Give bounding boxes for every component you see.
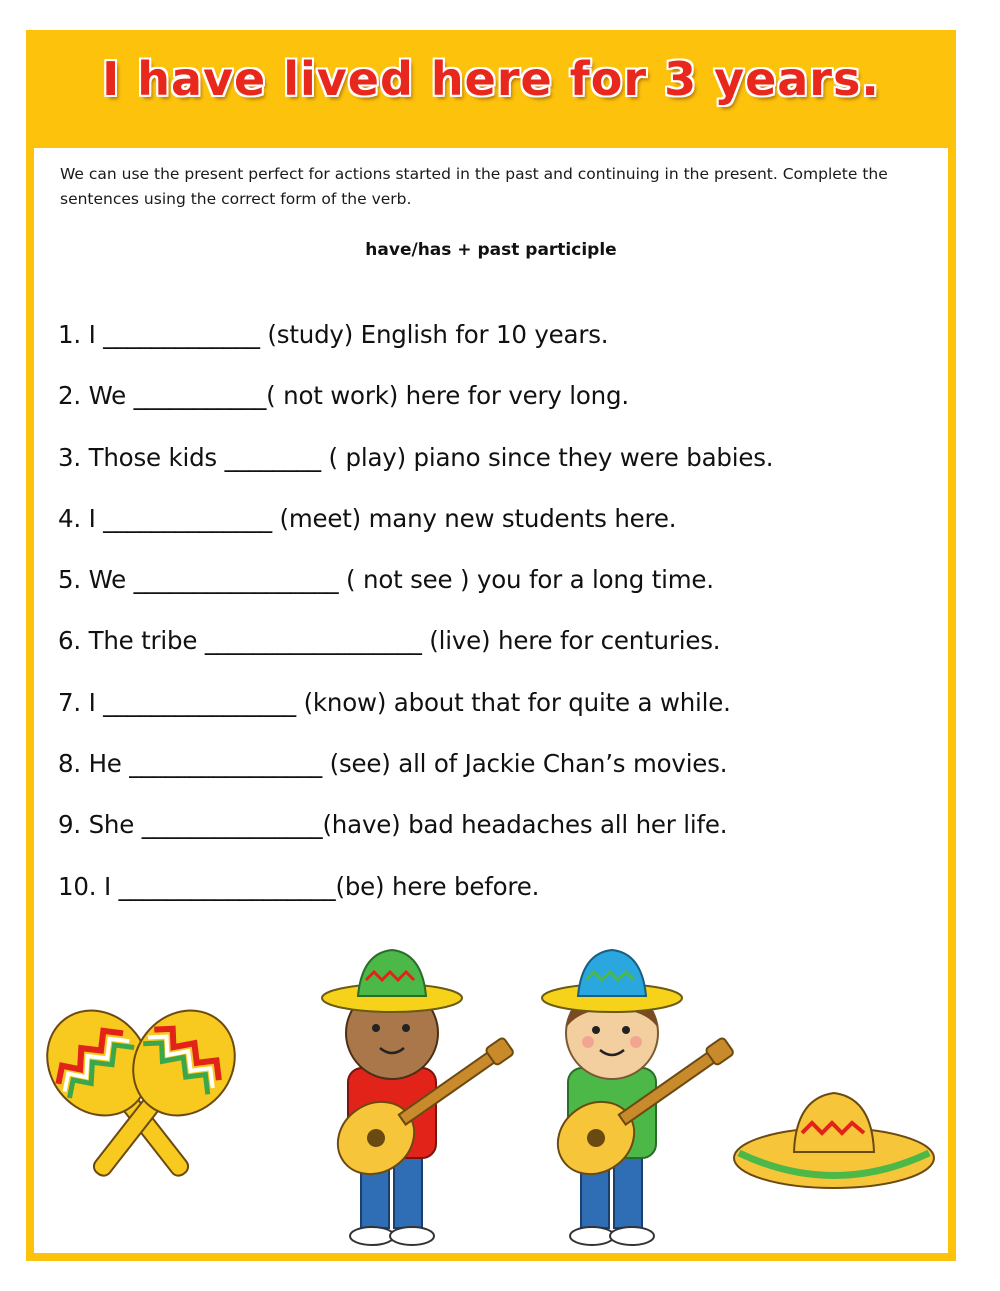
boy-with-guitar-icon (322, 950, 528, 1245)
grammar-formula: have/has + past participle (365, 240, 617, 260)
worksheet-page (26, 30, 956, 1261)
exercise-item[interactable]: 3. Those kids ________ ( play) piano since they were babies. (58, 442, 774, 472)
exercise-item[interactable]: 9. She _______________(have) bad headaches all her life. (58, 810, 728, 840)
exercise-list (58, 320, 938, 933)
exercise-item[interactable]: 7. I ________________ (know) about that for quite a while. (58, 687, 731, 717)
exercise-item[interactable]: 1. I _____________ (study) English for 10 years. (58, 320, 609, 349)
worksheet-title: I have lived here for 3 years. (102, 52, 880, 106)
sombrero-icon (734, 1093, 934, 1188)
exercise-item[interactable]: 8. He ________________ (see) all of Jackie Chan’s movies. (58, 749, 728, 779)
maracas-icon (34, 990, 256, 1203)
exercise-item[interactable]: 4. I ______________ (meet) many new students here. (58, 503, 677, 533)
exercise-item[interactable]: 2. We ___________( not work) here for very long. (58, 381, 629, 411)
instructions-text: We can use the present perfect for actions started in the past and continuing in the present. Complete the sentences using the correct form of the verb. (60, 165, 888, 208)
exercise-item[interactable]: 10. I __________________(be) here before. (58, 871, 540, 901)
exercise-item[interactable]: 6. The tribe __________________ (live) here for centuries. (58, 626, 721, 656)
worksheet-content (34, 148, 948, 1253)
boy-with-guitar-icon (542, 950, 748, 1245)
exercise-item[interactable]: 5. We _________________ ( not see ) you for a long time. (58, 565, 714, 595)
